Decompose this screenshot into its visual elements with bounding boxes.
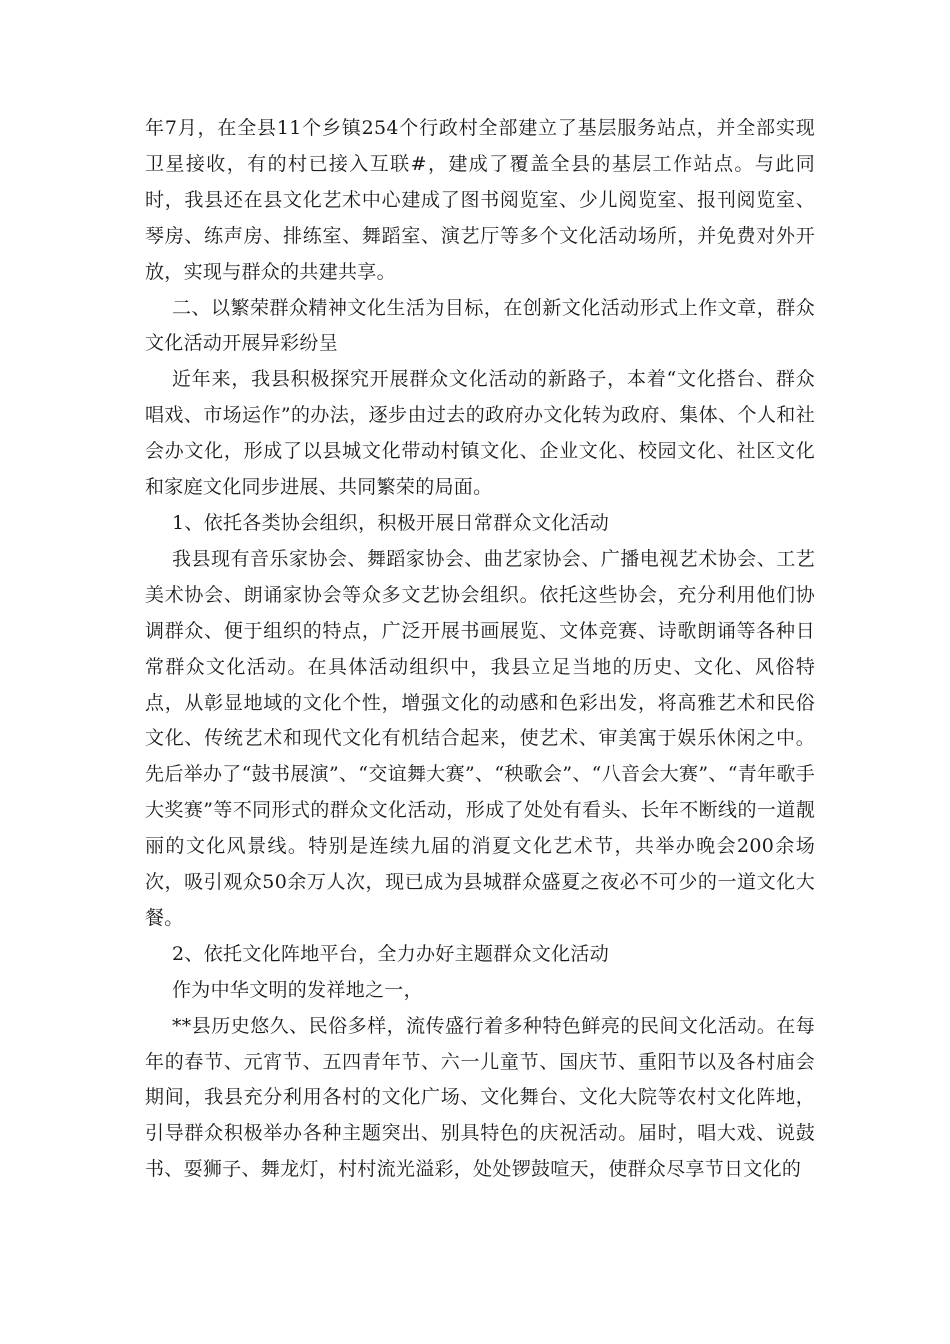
document-body — [145, 111, 815, 1188]
paragraph-continuation: 年7月，在全县11个乡镇254个行政村全部建立了基层服务站点，并全部实现卫星接收，有的村已接入互联#，建成了覆盖全县的基层工作站点。与此同时，我县还在县文化艺术中心建成了图书阅览室、少儿阅览室、报刊阅览室、琴房、练声房、排练室、舞蹈室、演艺厅等多个文化活动场所，并免费对外开放，实现与群众的共建共享。 — [145, 117, 815, 283]
paragraph-folk-activities: **县历史悠久、民俗多样，流传盛行着多种特色鲜亮的民间文化活动。在每年的春节、元宵节、五四青年节、六一儿童节、国庆节、重阳节以及各村庙会期间，我县充分利用各村的文化广场、文化舞台、文化大院等农村文化阵地，引导群众积极举办各种主题突出、别具特色的庆祝活动。届时，唱大戏、说鼓书、耍狮子、舞龙灯，村村流光溢彩，处处锣鼓喧天，使群众尽享节日文化的 — [145, 1014, 815, 1181]
paragraph-intro: 近年来，我县积极探究开展群众文化活动的新路子，本着“文化搭台、群众唱戏、市场运作”的办法，逐步由过去的政府办文化转为政府、集体、个人和社会办文化，形成了以县城文化带动村镇文化、企业文化、校园文化、社区文化和家庭文化同步进展、共同繁荣的局面。 — [145, 368, 815, 499]
subheading-two: 2、依托文化阵地平台，全力办好主题群众文化活动 — [172, 942, 609, 965]
paragraph-associations: 我县现有音乐家协会、舞蹈家协会、曲艺家协会、广播电视艺术协会、工艺美术协会、朗诵家协会等众多文艺协会组织。依托这些协会，充分利用他们协调群众、便于组织的特点，广泛开展书画展览、文体竞赛、诗歌朗诵等各种日常群众文化活动。在具体活动组织中，我县立足当地的历史、文化、风俗特点，从彰显地域的文化个性，增强文化的动感和色彩出发，将高雅艺术和民俗文化、传统艺术和现代文化有机结合起来，使艺术、审美寓于娱乐休闲之中。先后举办了“鼓书展演”、“交谊舞大赛”、“秧歌会”、“八音会大赛”、“青年歌手大奖赛”等不同形式的群众文化活动，形成了处处有看头、长年不断线的一道靓丽的文化风景线。特别是连续九届的消夏文化艺术节，共举办晚会200余场次，吸引观众50余万人次，现已成为县城群众盛夏之夜必不可少的一道文化大餐。 — [145, 547, 815, 929]
section-heading-two: 二、以繁荣群众精神文化生活为目标，在创新文化活动形式上作文章，群众文化活动开展异彩纷呈 — [145, 296, 815, 355]
paragraph-origin: 作为中华文明的发祥地之一， — [172, 978, 423, 1001]
subheading-one: 1、依托各类协会组织，积极开展日常群众文化活动 — [172, 511, 609, 534]
